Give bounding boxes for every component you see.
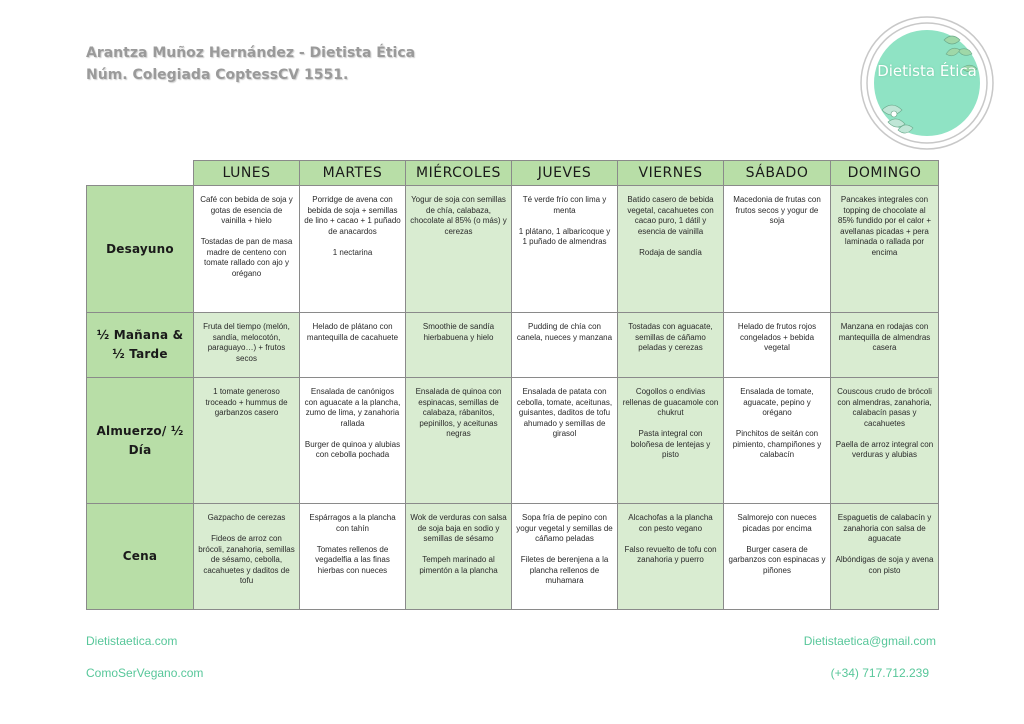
meal-cell: Fruta del tiempo (melón, sandía, melocotón, paraguayo…) + frutos secos: [194, 313, 300, 378]
meal-cell: Ensalada de canónigos con aguacate a la plancha, zumo de lima, y zanahoria rallada Burger de quinoa y alubias con cebolla pochada: [300, 378, 406, 504]
meal-cell: Té verde frío con lima y menta 1 plátano, 1 albaricoque y 1 puñado de almendras: [512, 186, 618, 313]
meal-cell: Manzana en rodajas con mantequilla de almendras casera: [831, 313, 939, 378]
meal-cell: Gazpacho de cerezas Fideos de arroz con brócoli, zanahoria, semillas de sésamo, cebolla, cacahuetes y daditos de tofu: [194, 504, 300, 610]
letterhead: [86, 42, 415, 86]
meal-row-breakfast: [87, 186, 939, 313]
corner-cell: [87, 161, 194, 186]
meal-label-lunch: Almuerzo/ ½ Día: [87, 378, 194, 504]
weekly-meal-plan: [86, 160, 939, 610]
meal-cell: Tostadas con aguacate, semillas de cáñamo peladas y cerezas: [618, 313, 724, 378]
meal-row-snacks: [87, 313, 939, 378]
meal-cell: Helado de plátano con mantequilla de cacahuete: [300, 313, 406, 378]
email-link[interactable]: Dietistaetica@gmail.com: [803, 634, 936, 648]
meal-cell: Macedonia de frutas con frutos secos y yogur de soja: [724, 186, 831, 313]
day-sunday: DOMINGO: [831, 161, 939, 186]
meal-label-breakfast: Desayuno: [87, 186, 194, 313]
meal-row-lunch: [87, 378, 939, 504]
website-link-dietistaetica[interactable]: Dietistaetica.com: [86, 634, 178, 648]
meal-label-dinner: Cena: [87, 504, 194, 610]
days-header-row: [87, 161, 939, 186]
day-friday: VIERNES: [618, 161, 724, 186]
logo-text: Dietista Ética: [877, 62, 977, 80]
meal-cell: Café con bebida de soja y gotas de esencia de vainilla + hielo Tostadas de pan de masa madre de centeno con tomate rallado con ajo y orégano: [194, 186, 300, 313]
meal-cell: Salmorejo con nueces picadas por encima Burger casera de garbanzos con espinacas y piñones: [724, 504, 831, 610]
dietista-etica-logo: [858, 14, 996, 152]
phone-number: (+34) 717.712.239: [830, 666, 929, 680]
meal-cell: Batido casero de bebida vegetal, cacahuetes con cacao puro, 1 dátil y esencia de vainilla Rodaja de sandía: [618, 186, 724, 313]
meal-cell: Cogollos o endivias rellenas de guacamole con chukrut Pasta integral con boloñesa de lentejas y pisto: [618, 378, 724, 504]
day-tuesday: MARTES: [300, 161, 406, 186]
meal-cell: Espárragos a la plancha con tahín Tomates rellenos de vegadelfia a las finas hierbas con nueces: [300, 504, 406, 610]
author-name: Arantza Muñoz Hernández - Dietista Ética: [86, 45, 416, 61]
meal-cell: Pancakes integrales con topping de chocolate al 85% fundido por el calor + avellanas picadas + pera laminada o rallada por encima: [831, 186, 939, 313]
day-wednesday: MIÉRCOLES: [406, 161, 512, 186]
meal-cell: Wok de verduras con salsa de soja baja en sodio y semillas de sésamo Tempeh marinado al pimentón a la plancha: [406, 504, 512, 610]
meal-cell: Smoothie de sandía hierbabuena y hielo: [406, 313, 512, 378]
day-monday: LUNES: [194, 161, 300, 186]
meal-cell: Couscous crudo de brócoli con almendras, zanahoria, calabacín pasas y cacahuetes Paella de arroz integral con verduras y alubias: [831, 378, 939, 504]
meal-cell: Alcachofas a la plancha con pesto vegano Falso revuelto de tofu con zanahoria y puerro: [618, 504, 724, 610]
meal-cell: Yogur de soja con semillas de chía, calabaza, chocolate al 85% (o más) y cerezas: [406, 186, 512, 313]
day-saturday: SÁBADO: [724, 161, 831, 186]
meal-cell: Porridge de avena con bebida de soja + semillas de lino + cacao + 1 puñado de anacardos 1 nectarina: [300, 186, 406, 313]
meal-cell: Pudding de chía con canela, nueces y manzana: [512, 313, 618, 378]
meal-label-snacks: ½ Mañana & ½ Tarde: [87, 313, 194, 378]
day-thursday: JUEVES: [512, 161, 618, 186]
meal-cell: Espaguetis de calabacín y zanahoria con salsa de aguacate Albóndigas de soja y avena con pisto: [831, 504, 939, 610]
meal-cell: 1 tomate generoso troceado + hummus de garbanzos casero: [194, 378, 300, 504]
website-link-comoservegano[interactable]: ComoSerVegano.com: [86, 666, 204, 680]
meal-cell: Sopa fría de pepino con yogur vegetal y semillas de cáñamo peladas Filetes de berenjena a la plancha rellenos de muhamara: [512, 504, 618, 610]
meal-cell: Ensalada de quinoa con espinacas, semillas de calabaza, rábanitos, pepinillos, y aceitunas negras: [406, 378, 512, 504]
meal-cell: Ensalada de patata con cebolla, tomate, aceitunas, guisantes, daditos de tofu ahumado y semillas de girasol: [512, 378, 618, 504]
meal-cell: Helado de frutos rojos congelados + bebida vegetal: [724, 313, 831, 378]
meal-cell: Ensalada de tomate, aguacate, pepino y orégano Pinchitos de seitán con pimiento, champiñones y calabacín: [724, 378, 831, 504]
registration-number: Núm. Colegiada CoptessCV 1551.: [86, 67, 349, 83]
meal-row-dinner: [87, 504, 939, 610]
logo-emblem: [858, 14, 996, 152]
